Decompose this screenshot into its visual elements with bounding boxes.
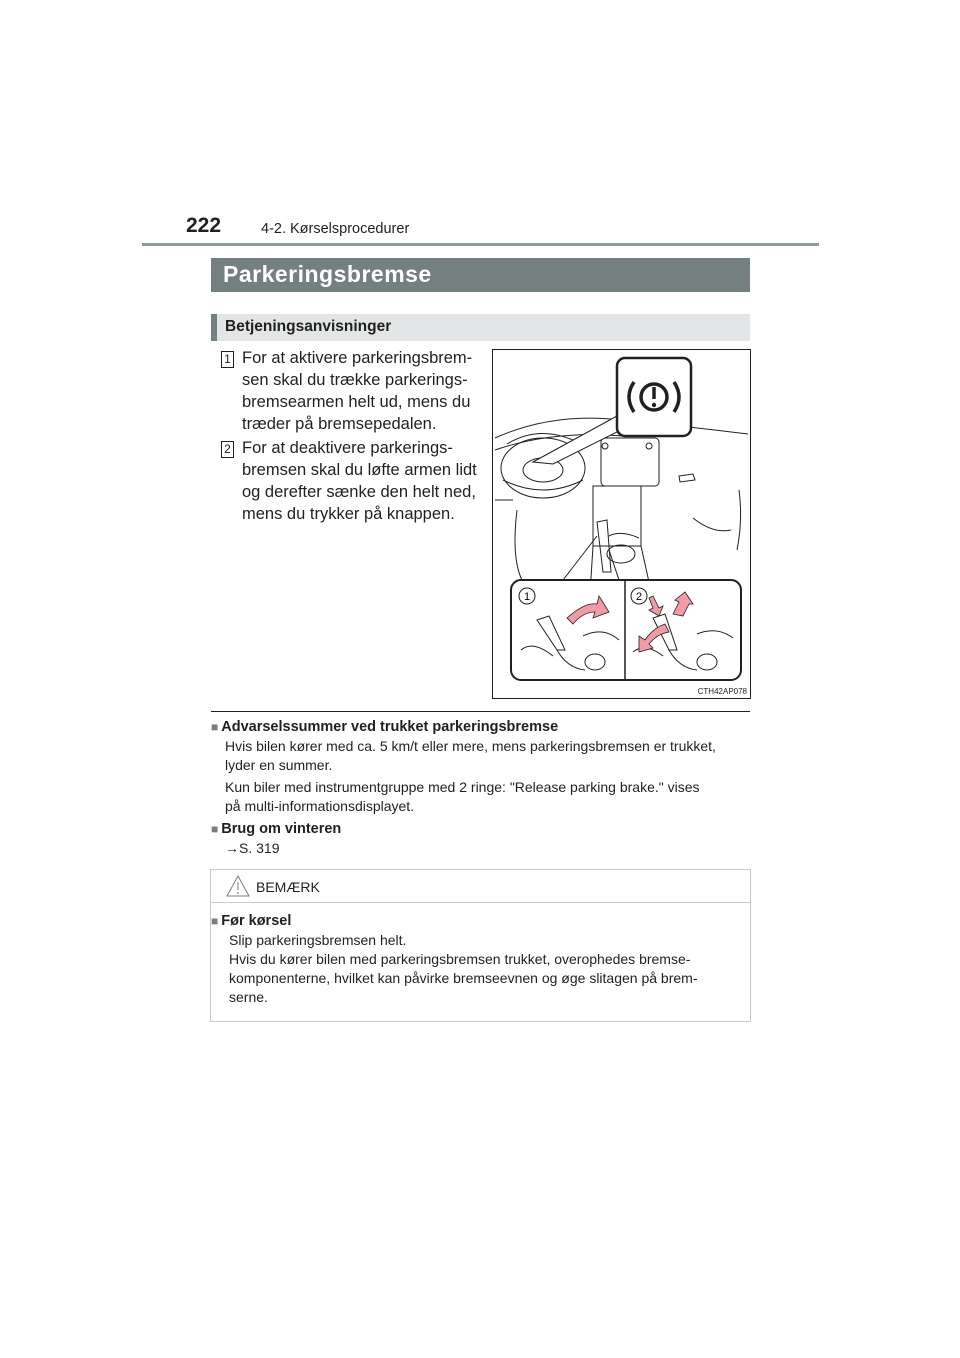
step-1-text: [242, 347, 478, 435]
square-bullet-icon: ■: [211, 914, 219, 928]
info-heading: [211, 719, 751, 735]
warning-triangle-icon: [226, 875, 250, 897]
notice-line: komponenterne, hvilket kan påvirke bremseevnen og øge slitagen på brem-: [229, 970, 698, 986]
info-brug-om-vinteren: [211, 821, 751, 858]
figure-code: CTH42AP078: [697, 687, 747, 696]
page-reference: →S. 319: [225, 840, 280, 856]
step-1-line: For at aktivere parkeringsbrem-: [242, 349, 473, 367]
subsection-bar: [211, 314, 750, 341]
step-2-line: For at deaktivere parkerings-: [242, 439, 453, 457]
step-1-line: bremsearmen helt ud, mens du: [242, 393, 471, 411]
callout-1: [519, 588, 535, 604]
step-2-text: [242, 437, 478, 525]
info-advarselssummer: [211, 719, 751, 816]
notice-heading-text: Før kørsel: [221, 913, 292, 929]
square-bullet-icon: ■: [211, 822, 219, 836]
header-divider: [142, 243, 819, 246]
dashboard-drawing: [493, 350, 750, 698]
section-title-bar: [211, 258, 750, 292]
paragraph-line: Kun biler med instrumentgruppe med 2 ringe: "Release parking brake." vises: [225, 779, 700, 795]
notice-line: Hvis du kører bilen med parkeringsbremsen trukket, overophedes bremse-: [229, 951, 691, 967]
notice-heading: [211, 913, 741, 929]
section-title: Parkeringsbremse: [223, 261, 432, 287]
info-heading: [211, 821, 751, 837]
page-number: 222: [186, 214, 222, 237]
paragraph-line: på multi-informationsdisplayet.: [225, 798, 415, 814]
lever-detail-frame: [511, 580, 741, 680]
notice-content: [211, 913, 741, 1007]
info-heading-text: Advarselssummer ved trukket parkeringsbremse: [221, 719, 559, 735]
callout-2-label: 2: [635, 591, 643, 603]
subsection-title: Betjeningsanvisninger: [225, 318, 392, 335]
parking-brake-illustration: [492, 349, 751, 699]
notice-line: Slip parkeringsbremsen helt.: [229, 932, 407, 948]
notice-label: BEMÆRK: [256, 879, 320, 895]
step-1-line: træder på bremsepedalen.: [242, 415, 437, 433]
step-2-line: og derefter sænke den helt ned,: [242, 483, 476, 501]
step-1-line: sen skal du trække parkerings-: [242, 371, 468, 389]
step-2-number: 2: [221, 441, 234, 458]
callout-2: [631, 588, 647, 604]
step-2-line: mens du trykker på knappen.: [242, 505, 455, 523]
section-divider: [211, 711, 750, 712]
paragraph-line: lyder en summer.: [225, 757, 333, 773]
notice-line: serne.: [229, 989, 268, 1005]
info-paragraph: [225, 778, 751, 816]
info-heading-text: Brug om vinteren: [221, 821, 342, 837]
step-1-number: 1: [221, 351, 234, 368]
notice-box: [210, 869, 751, 1022]
info-paragraph: [225, 737, 751, 775]
paragraph-line: Hvis bilen kører med ca. 5 km/t eller mere, mens parkeringsbremsen er trukket,: [225, 738, 716, 754]
notice-divider: [211, 902, 750, 903]
chapter-title: 4-2. Kørselsprocedurer: [261, 221, 410, 237]
subsection-accent: [211, 314, 217, 341]
notice-body: [229, 931, 741, 1007]
step-2-line: bremsen skal du løfte armen lidt: [242, 461, 477, 479]
square-bullet-icon: ■: [211, 720, 219, 734]
callout-1-label: 1: [523, 591, 531, 603]
